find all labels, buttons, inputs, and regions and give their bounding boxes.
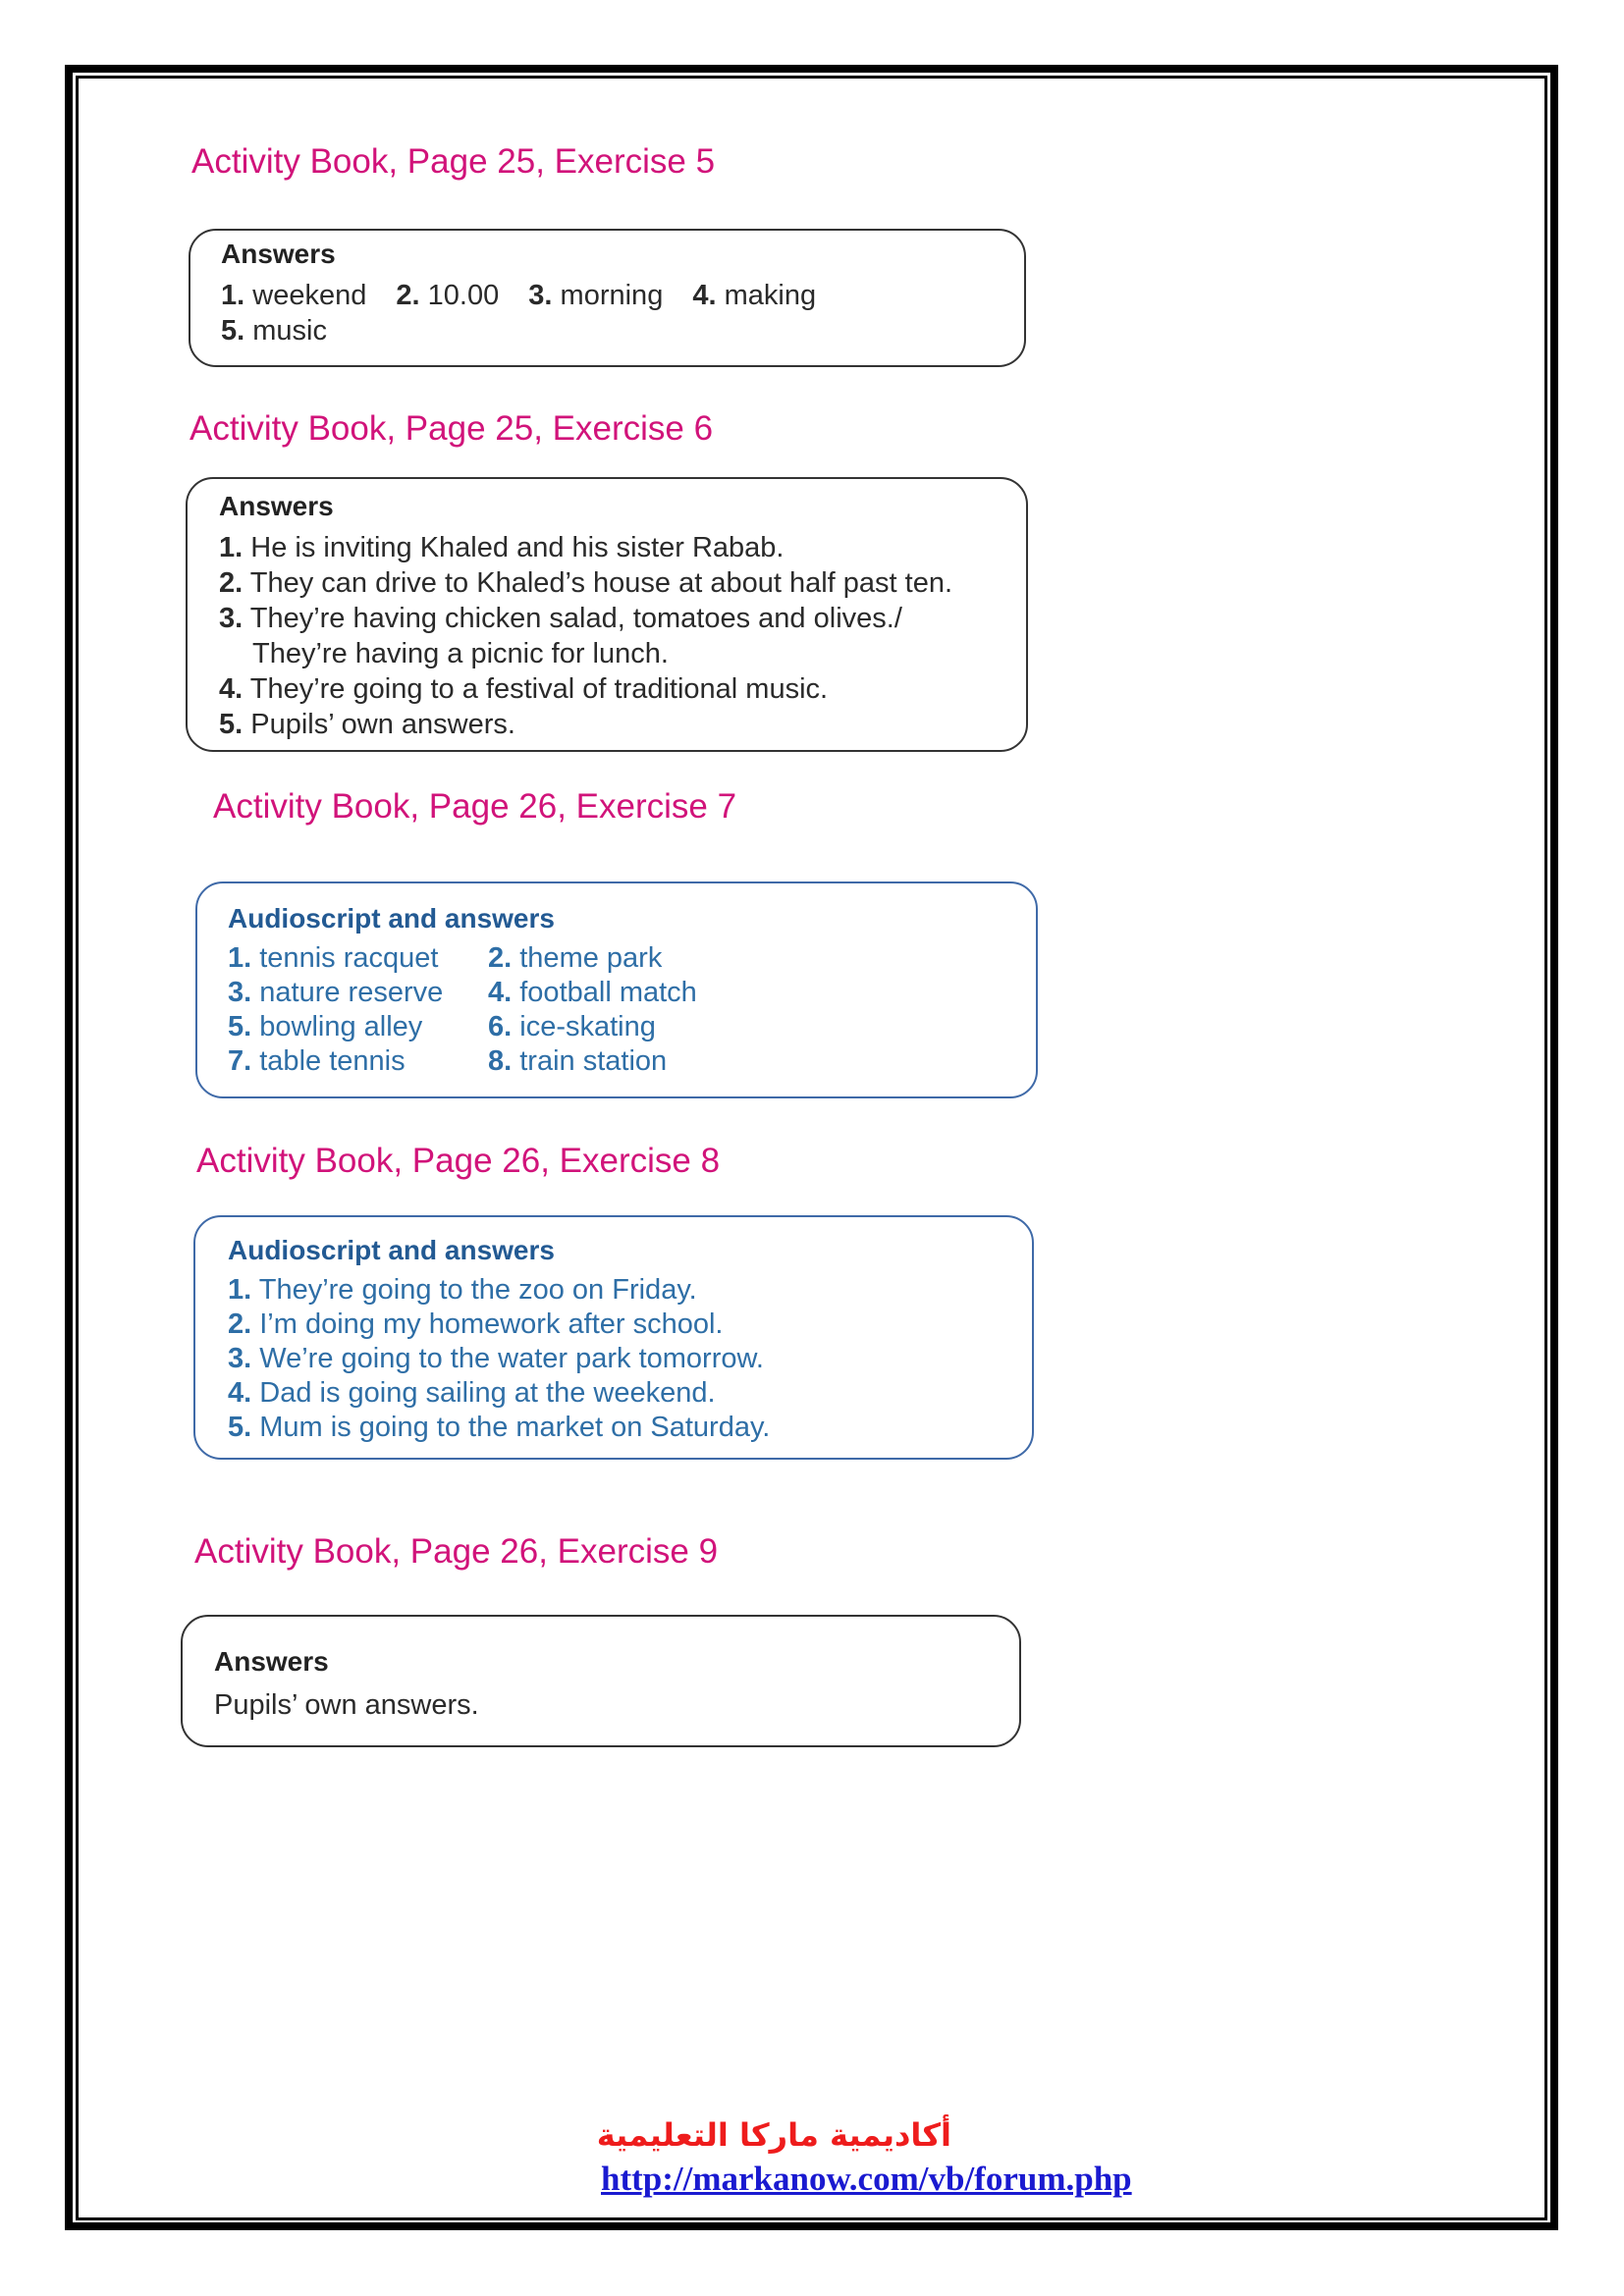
item-text: Dad is going sailing at the weekend. [259,1377,716,1409]
item-text: They can drive to Khaled’s house at about half past ten. [249,567,953,599]
item-number: 3. [528,280,553,311]
item-text: I’m doing my homework after school. [259,1308,724,1340]
answer-line [219,532,785,564]
item-text: They’re going to a festival of traditional music. [249,673,829,705]
section-heading: Activity Book, Page 26, Exercise 9 [194,1532,719,1571]
item-text: train station [519,1045,668,1077]
item-text: weekend [252,280,367,311]
section-heading: Activity Book, Page 25, Exercise 6 [189,409,714,448]
answer-line [488,977,697,1009]
box-title: Answers [221,239,336,269]
item-text: 10.00 [427,280,500,311]
item-number: 4. [692,280,717,311]
item-text: theme park [519,942,663,974]
answer-line: Pupils’ own answers. [214,1689,479,1721]
item-number: 4. [219,673,244,705]
item-text: They’re having chicken salad, tomatoes and olives./ [249,603,902,634]
item-text: They’re going to the zoo on Friday. [258,1274,697,1306]
item-number: 2. [396,280,420,311]
audioscript-box [193,1215,1034,1460]
item-number: 2. [488,942,513,974]
answer-line [219,709,515,741]
section-heading: Activity Book, Page 25, Exercise 5 [191,142,716,181]
footer-academy-name: أكاديمية ماركا التعليمية [596,2116,951,2154]
item-number: 7. [228,1045,252,1077]
item-text: football match [519,977,697,1008]
item-number: 3. [228,1343,252,1374]
item-number: 2. [228,1308,252,1340]
item-text: music [252,315,327,347]
answer-line [228,977,443,1009]
answer-line [228,1343,764,1375]
answer-box [186,477,1028,752]
audioscript-box [195,881,1038,1098]
item-number: 3. [219,603,244,634]
section-heading: Activity Book, Page 26, Exercise 7 [213,787,737,826]
item-text: He is inviting Khaled and his sister Rabab. [250,532,785,563]
answer-line [221,315,327,347]
answer-box [181,1615,1021,1747]
answer-line [488,942,662,975]
item-number: 5. [228,1412,252,1443]
item-number: 3. [228,977,252,1008]
section-heading: Activity Book, Page 26, Exercise 8 [196,1142,721,1180]
item-text: Mum is going to the market on Saturday. [259,1412,771,1443]
answer-line [488,1045,667,1078]
item-number: 1. [221,280,245,311]
answer-box [189,229,1026,367]
item-text: ice-skating [519,1011,656,1042]
box-title: Answers [219,491,334,521]
answer-line [228,942,438,975]
item-number: 1. [219,532,244,563]
item-number: 4. [488,977,513,1008]
item-number: 5. [221,315,245,347]
answer-line [228,1011,422,1043]
box-title: Audioscript and answers [228,903,555,934]
answer-line [228,1308,724,1341]
answer-line [219,673,828,706]
footer-forum-link[interactable]: http://markanow.com/vb/forum.php [601,2160,1132,2198]
answer-line [219,567,952,600]
item-number: 6. [488,1011,513,1042]
item-number: 4. [228,1377,252,1409]
item-text: We’re going to the water park tomorrow. [259,1343,764,1374]
item-text: making [724,280,817,311]
box-title: Answers [214,1646,329,1677]
item-text: nature reserve [259,977,444,1008]
item-number: 1. [228,942,252,974]
item-number: 2. [219,567,244,599]
answer-line [221,280,816,312]
box-title: Audioscript and answers [228,1235,555,1265]
answer-line [228,1045,406,1078]
answer-line [219,603,902,635]
item-text: table tennis [259,1045,406,1077]
answer-line [488,1011,656,1043]
answer-line [228,1377,716,1410]
item-number: 8. [488,1045,513,1077]
answer-line-continued: They’re having a picnic for lunch. [252,638,669,669]
item-text: Pupils’ own answers. [250,709,515,740]
item-text: tennis racquet [259,942,439,974]
item-number: 5. [228,1011,252,1042]
item-number: 1. [228,1274,252,1306]
item-text: morning [560,280,664,311]
item-text: bowling alley [259,1011,423,1042]
answer-line [228,1412,770,1444]
item-number: 5. [219,709,244,740]
answer-line [228,1274,697,1307]
